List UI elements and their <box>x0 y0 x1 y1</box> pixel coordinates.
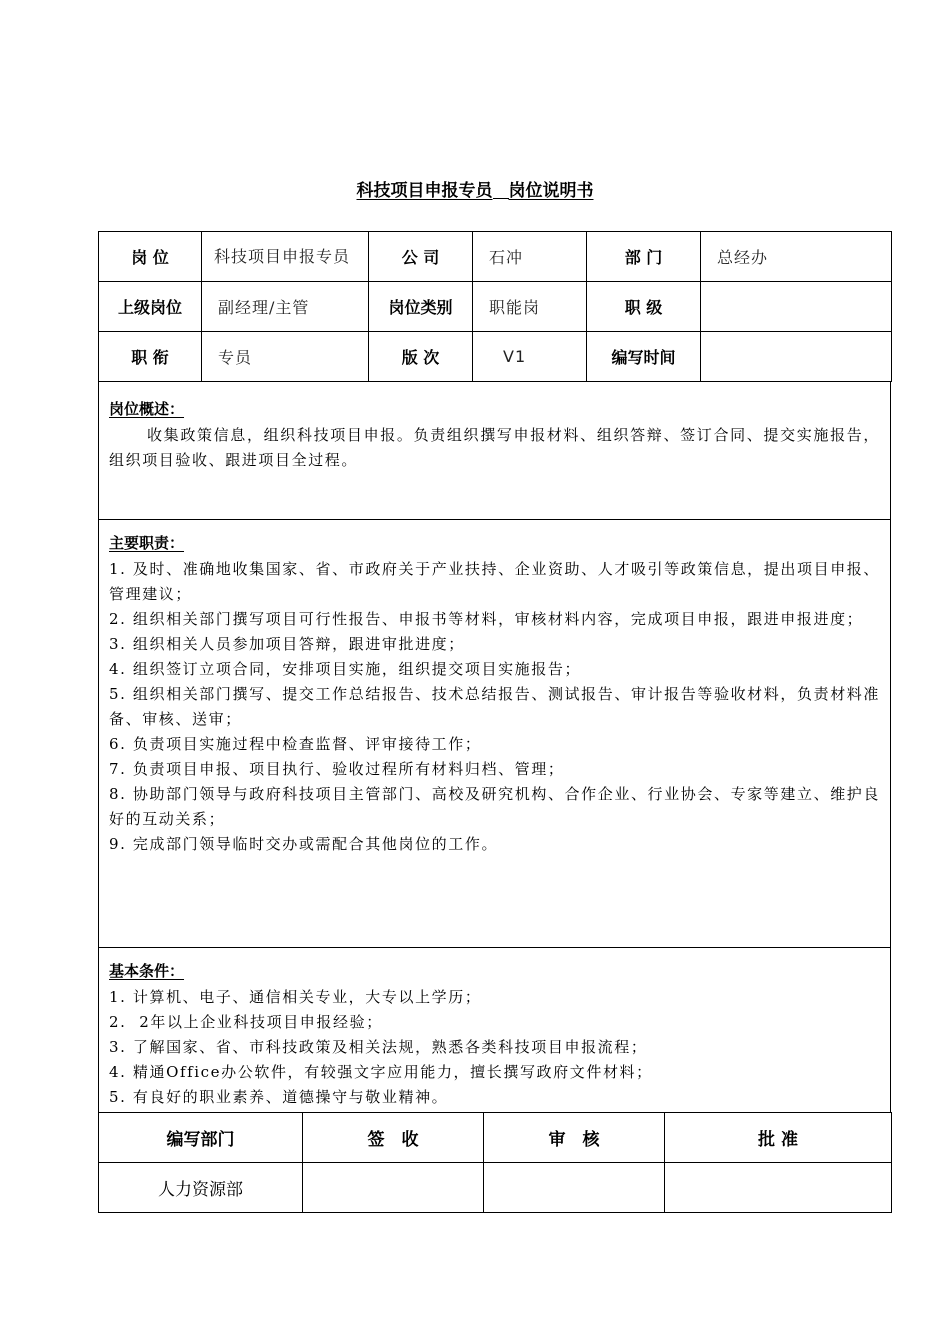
approval-table <box>98 1112 892 1213</box>
label-grade: 职 级 <box>587 282 701 332</box>
duty-item: 8. 协助部门领导与政府科技项目主管部门、高校及研究机构、合作企业、行业协会、专家等建立、维护良好的互动关系； <box>109 785 880 828</box>
value-department: 总经办 <box>701 232 892 282</box>
condition-item: 2. 2年以上企业科技项目申报经验； <box>109 1013 383 1031</box>
duty-item: 5. 组织相关部门撰写、提交工作总结报告、技术总结报告、测试报告、审计报告等验收材料，负责材料准备、审核、送审； <box>109 685 880 728</box>
value-position: 科技项目申报专员 <box>202 232 369 282</box>
overview-text: 收集政策信息，组织科技项目申报。负责组织撰写申报材料、组织答辩、签订合同、提交实施报告，组织项目验收、跟进项目全过程。 <box>109 426 880 469</box>
value-written-date <box>701 332 892 382</box>
value-review <box>484 1163 665 1213</box>
duty-item: 1. 及时、准确地收集国家、省、市政府关于产业扶持、企业资助、人才吸引等政策信息，提出项目申报、管理建议； <box>109 560 880 603</box>
label-approve: 批 准 <box>665 1113 892 1163</box>
header-row-1 <box>99 232 892 282</box>
condition-item: 5. 有良好的职业素养、道德操守与敬业精神。 <box>109 1088 449 1106</box>
approval-label-row <box>99 1113 892 1163</box>
label-sign-receipt: 签 收 <box>303 1113 484 1163</box>
duty-item: 2. 组织相关部门撰写项目可行性报告、申报书等材料，审核材料内容，完成项目申报，跟进申报进度； <box>109 610 864 628</box>
label-title: 职 衔 <box>99 332 202 382</box>
duty-item: 9. 完成部门领导临时交办或需配合其他岗位的工作。 <box>109 835 499 853</box>
overview-heading: 岗位概述： <box>109 400 185 418</box>
header-row-3 <box>99 332 892 382</box>
duty-item: 4. 组织签订立项合同，安排项目实施，组织提交项目实施报告； <box>109 660 582 678</box>
value-approve <box>665 1163 892 1213</box>
value-sign-receipt <box>303 1163 484 1213</box>
value-writing-dept: 人力资源部 <box>99 1163 303 1213</box>
duty-item: 7. 负责项目申报、项目执行、验收过程所有材料归档、管理； <box>109 760 565 778</box>
label-writing-dept: 编写部门 <box>99 1113 303 1163</box>
duty-item: 6. 负责项目实施过程中检查监督、评审接待工作； <box>109 735 482 753</box>
duties-section <box>98 520 891 948</box>
header-info-table <box>98 231 892 382</box>
title-position-name: 科技项目申报专员 <box>356 181 493 201</box>
value-version: V1 <box>473 332 587 382</box>
approval-value-row <box>99 1163 892 1213</box>
value-company: 石冲 <box>473 232 587 282</box>
condition-item: 4. 精通Office办公软件，有较强文字应用能力，擅长撰写政府文件材料； <box>109 1063 653 1081</box>
label-department: 部 门 <box>587 232 701 282</box>
label-superior: 上级岗位 <box>99 282 202 332</box>
conditions-section <box>98 948 891 1112</box>
value-category: 职能岗 <box>473 282 587 332</box>
overview-section <box>98 381 891 520</box>
duties-heading: 主要职责： <box>109 534 185 552</box>
value-grade <box>701 282 892 332</box>
condition-item: 1. 计算机、电子、通信相关专业，大专以上学历； <box>109 988 482 1006</box>
label-version: 版 次 <box>369 332 473 382</box>
label-position: 岗 位 <box>99 232 202 282</box>
value-title: 专员 <box>202 332 369 382</box>
header-row-2 <box>99 282 892 332</box>
label-written-date: 编写时间 <box>587 332 701 382</box>
document-title <box>0 176 950 201</box>
title-doc-type: 岗位说明书 <box>508 181 594 201</box>
conditions-heading: 基本条件： <box>109 962 185 980</box>
label-review: 审 核 <box>484 1113 665 1163</box>
condition-item: 3. 了解国家、省、市科技政策及相关法规，熟悉各类科技项目申报流程； <box>109 1038 648 1056</box>
value-superior: 副经理/主管 <box>202 282 369 332</box>
label-category: 岗位类别 <box>369 282 473 332</box>
label-company: 公 司 <box>369 232 473 282</box>
duty-item: 3. 组织相关人员参加项目答辩，跟进审批进度； <box>109 635 465 653</box>
